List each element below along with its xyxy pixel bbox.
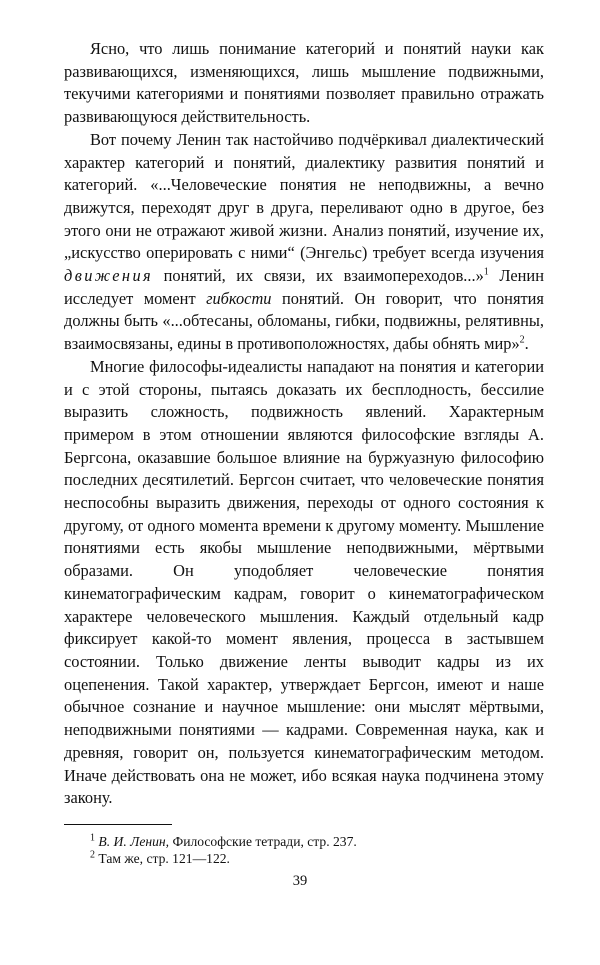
paragraph-2 bbox=[64, 129, 544, 356]
paragraph-2-text-b: понятий, их связи, их взаимопереходов...» bbox=[163, 266, 484, 286]
footnote-divider bbox=[64, 824, 172, 825]
paragraph-2-text-c: Ленин исследует момент bbox=[64, 266, 544, 308]
paragraph-2-text-d: понятий. Он говорит, что понятия должны быть «...обтесаны, обломаны, гибки, подвижны, релятивны, взаимосвязаны, едины в противоположностях, дабы обнять мир» bbox=[64, 288, 544, 354]
footnote-1-text: Философские тетради, стр. 237. bbox=[172, 833, 357, 849]
paragraph-3: Многие философы-идеалисты нападают на понятия и категории и с этой стороны, пытаясь доказать их бесплодность, бессилие выразить сложность, подвижность явлений. Характерным примером в этом отношении являются философские взгляды А. Бергсона, оказавшие большое влияние на буржуазную философию последних десятилетий. Бергсон считает, что человеческие понятия неспособны выразить движения, переходы от одного состояния к другому, от одного момента времени к другому моменту. Мышление понятиями есть якобы мышление неподвижными, мёртвыми образами. Он уподобляет человеческие понятия кинематографическим кадрам, говорит о кинематографическом характере человеческого мышления. Каждый отдельный кадр фиксирует какой-то момент явления, процесса в застывшем состоянии. Только движение ленты выводит кадры из их оцепенения. Такой характер, утверждает Бергсон, имеют и наше обычное сознание и научное мышление: они мыслят мёртвыми, неподвижными понятиями — кадрами. Современная наука, как и древняя, говорит он, пользуется кинематографическим методом. Иначе действовать она не может, ибо всякая наука подчинена этому закону. bbox=[64, 356, 544, 808]
page-number: 39 bbox=[292, 873, 308, 889]
paragraph-2-end: . bbox=[524, 334, 529, 354]
paragraph-2-text-a: Вот почему Ленин так настойчиво подчёркивал диалектический характер категорий и понятий, диалектику развития понятий и категорий. «...Человеческие понятия не неподвижны, а вечно движутся, переходят друг в друга, переливают одно в другое, без этого они не отражают живой жизни. Анализ понятий, изучение их, „искусство оперировать с ними“ (Энгельс) требует всегда изучения bbox=[64, 129, 544, 263]
footnote-ref-2: 2 bbox=[519, 334, 525, 346]
footnote-mark-2: 2 bbox=[90, 849, 95, 861]
footnote-2 bbox=[64, 850, 544, 868]
paragraph-1: Ясно, что лишь понимание категорий и понятий науки как развивающихся, изменяющихся, лишь мышление подвижными, текучими категориями и понятиями позволяет правильно отражать развивающуюся действительность. bbox=[64, 39, 544, 127]
footnote-1 bbox=[64, 833, 544, 851]
footnote-2-text: Там же, стр. 121—122. bbox=[98, 851, 230, 867]
footnote-mark-1: 1 bbox=[90, 832, 95, 844]
footnote-author: В. И. Ленин, bbox=[98, 833, 170, 849]
italic-emphasis-word: гибкости bbox=[206, 288, 272, 308]
footnote-ref-1: 1 bbox=[483, 266, 489, 278]
book-page bbox=[64, 38, 544, 868]
spaced-emphasis-word: движения bbox=[64, 266, 154, 286]
